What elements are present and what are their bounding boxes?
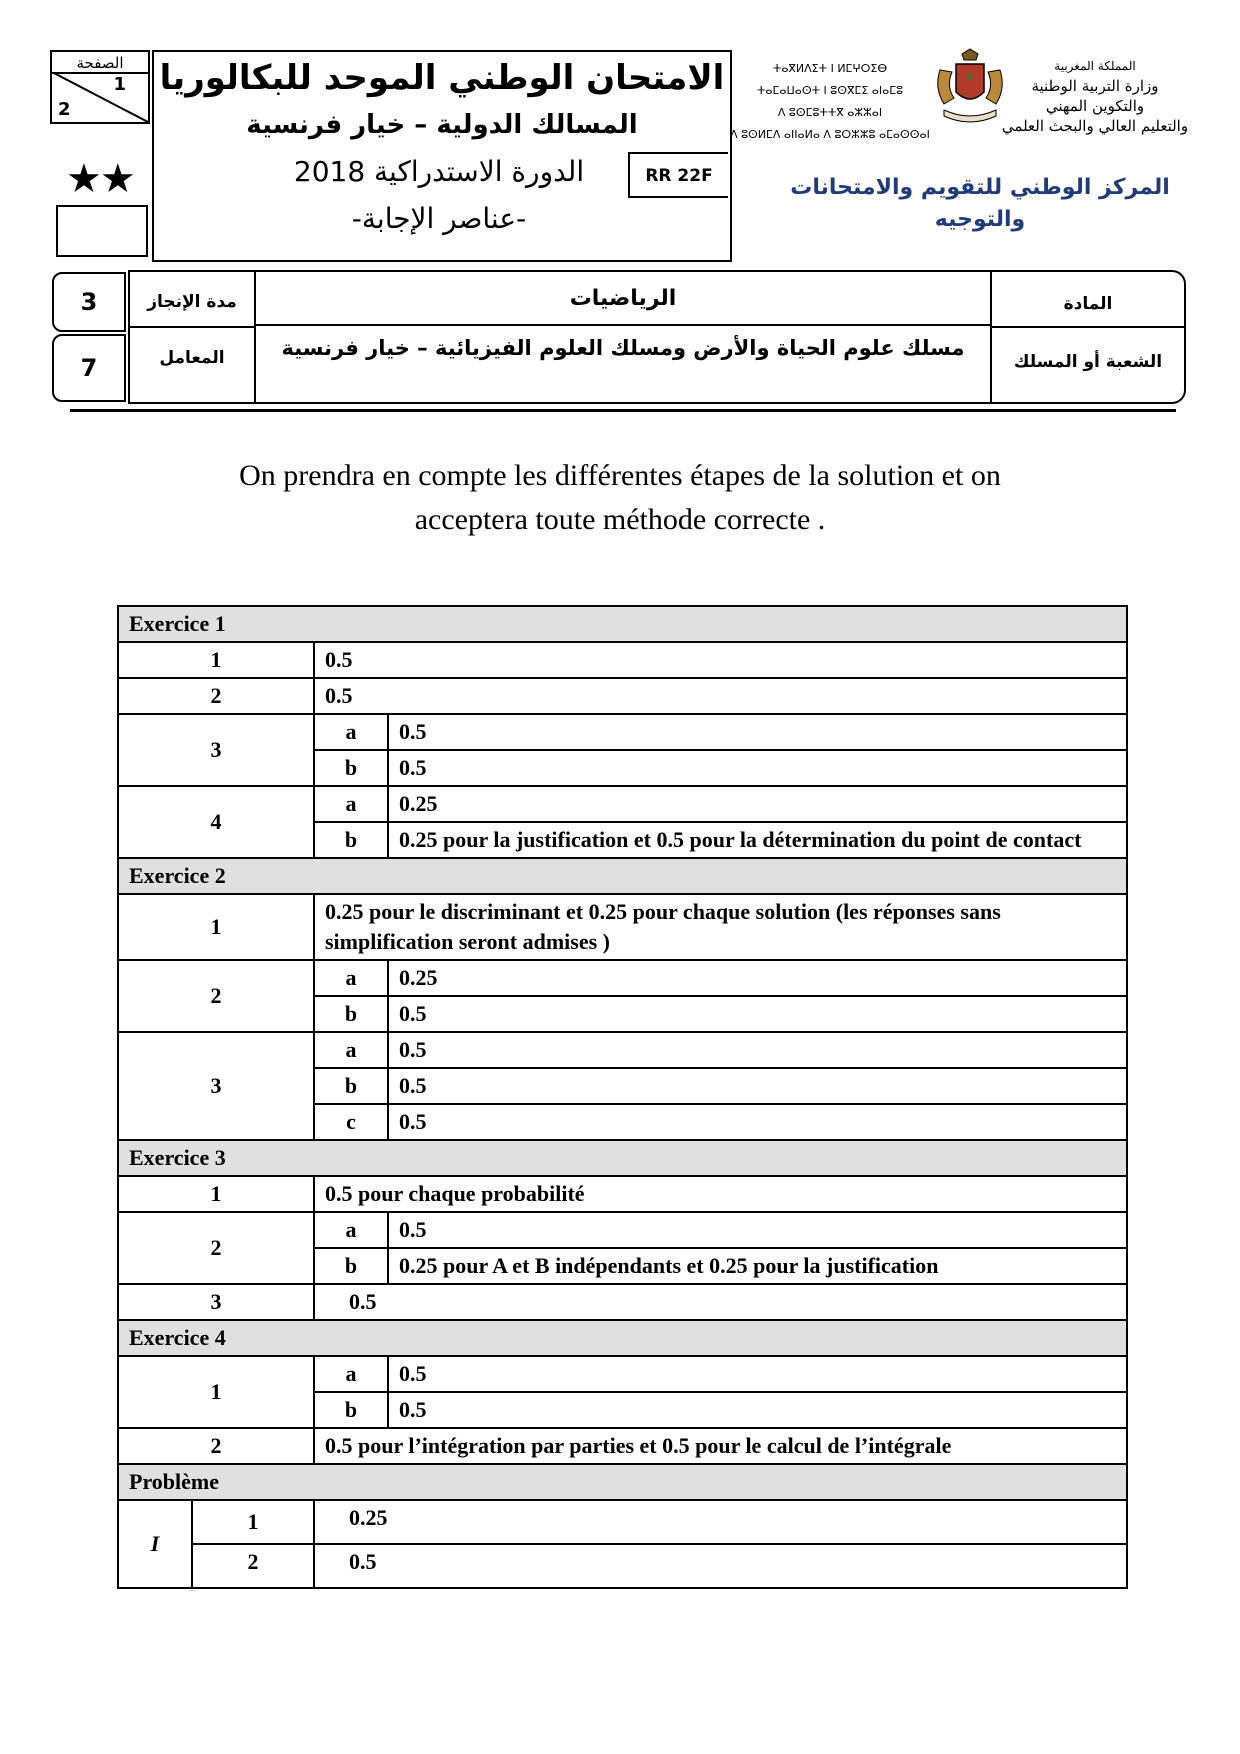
page-number-box — [50, 50, 150, 124]
ministry-line: والتعليم العالي والبحث العلمي — [1001, 117, 1189, 135]
question-number: 2 — [118, 1212, 314, 1284]
blank-box — [56, 205, 148, 257]
center-line: المركز الوطني للتقويم والامتحانات — [790, 175, 1170, 200]
points: 0.5 — [388, 1212, 1127, 1248]
sub-question: b — [314, 822, 388, 858]
question-number: 3 — [118, 1032, 314, 1140]
exam-title: الامتحان الوطني الموحد للبكالوريا — [159, 58, 725, 98]
question-number: 3 — [118, 1284, 314, 1320]
points: 0.25 pour la justification et 0.5 pour la détermination du point de contact — [388, 822, 1127, 858]
sub-question: a — [314, 1356, 388, 1392]
points: 0.25 — [314, 1500, 1127, 1544]
grading-table — [117, 605, 1128, 1589]
sub-question: b — [314, 1392, 388, 1428]
tifinagh-header — [730, 58, 930, 146]
sub-question: a — [314, 714, 388, 750]
duration-label: مدة الإنجاز — [147, 292, 237, 312]
page-total: 2 — [58, 99, 71, 120]
exercise-header: Exercice 1 — [118, 606, 1127, 642]
right-labels-cell — [990, 270, 1186, 404]
subject-value: الرياضيات — [569, 286, 677, 311]
question-number: 1 — [192, 1500, 314, 1544]
table-row — [118, 786, 1127, 822]
question-number: 2 — [192, 1544, 314, 1588]
coef-value-cell — [52, 334, 126, 402]
tifinagh-line: ⴷ ⵓⵙⵎⵓⵜⵜⴳ ⴰⵣⵣⴰⵏ — [777, 106, 883, 119]
track-label: الشعبة أو المسلك — [1013, 352, 1163, 372]
duration-value-cell — [52, 272, 126, 332]
question-number: 4 — [118, 786, 314, 858]
points: 0.5 pour chaque probabilité — [314, 1176, 1127, 1212]
points: 0.25 — [388, 786, 1127, 822]
table-row — [118, 1356, 1127, 1392]
exam-track-title: المسالك الدولية – خيار فرنسية — [246, 110, 638, 140]
ministry-name — [1000, 56, 1190, 136]
exercise-header: Exercice 2 — [118, 858, 1127, 894]
question-number: 1 — [118, 1176, 314, 1212]
sub-question: c — [314, 1104, 388, 1140]
table-row — [118, 1428, 1127, 1464]
question-number: 1 — [118, 642, 314, 678]
ministry-line: وزارة التربية الوطنية — [1031, 77, 1159, 95]
coef-value: 7 — [80, 354, 98, 382]
points: 0.25 pour A et B indépendants et 0.25 pour la justification — [388, 1248, 1127, 1284]
exercise-header: Exercice 3 — [118, 1140, 1127, 1176]
points: 0.5 — [314, 642, 1127, 678]
points: 0.5 — [314, 1544, 1127, 1588]
tifinagh-line: ⴷ ⵓⵙⵍⵎⴷ ⴰⵏⵏⴰⵍⴰ ⴷ ⵓⵔⵣⵣⵓ ⴰⵎⴰⵙⵙⴰⵏ — [730, 128, 930, 141]
ministry-line: والتكوين المهني — [1045, 97, 1145, 115]
duration-value: 3 — [80, 288, 98, 316]
exam-session: الدورة الاستدراكية 2018 — [293, 155, 585, 188]
table-row — [118, 1212, 1127, 1248]
question-number: 3 — [118, 714, 314, 786]
tifinagh-line: ⵜⴰⴳⵍⴷⵉⵜ ⵏ ⵍⵎⵖⵔⵉⴱ — [772, 62, 888, 75]
page-number: 1 — [113, 74, 126, 95]
points: 0.5 — [388, 1068, 1127, 1104]
points: 0.5 — [388, 996, 1127, 1032]
question-number: 1 — [118, 1356, 314, 1428]
points: 0.5 — [388, 1104, 1127, 1140]
points: 0.5 — [388, 1392, 1127, 1428]
table-row — [118, 960, 1127, 996]
points: 0.5 — [314, 1284, 1127, 1320]
points: 0.5 — [314, 678, 1127, 714]
subject-label: المادة — [1063, 294, 1113, 314]
points: 0.5 — [388, 1356, 1127, 1392]
exam-title-box — [152, 50, 732, 262]
table-row — [118, 714, 1127, 750]
tifinagh-line: ⵜⴰⵎⴰⵡⴰⵙⵜ ⵏ ⵓⵙⴳⵎⵉ ⴰⵏⴰⵎⵓ — [756, 84, 904, 97]
coat-of-arms-emblem — [930, 48, 1010, 126]
sub-question: a — [314, 1212, 388, 1248]
intro-line: acceptera toute méthode correcte . — [414, 503, 826, 536]
sub-question: b — [314, 996, 388, 1032]
points: 0.25 pour le discriminant et 0.25 pour chaque solution (les réponses sans simplification seront admises ) — [314, 894, 1127, 960]
coef-label: المعامل — [159, 348, 225, 368]
header-divider — [70, 409, 1176, 412]
table-row — [118, 678, 1127, 714]
sub-question: a — [314, 960, 388, 996]
sub-question: a — [314, 1032, 388, 1068]
track-value: مسلك علوم الحياة والأرض ومسلك العلوم الفيزيائية – خيار فرنسية — [281, 336, 965, 360]
part-number: I — [118, 1500, 192, 1588]
sub-question: a — [314, 786, 388, 822]
labels-cell — [128, 270, 256, 404]
table-row — [118, 1176, 1127, 1212]
sub-question: b — [314, 1068, 388, 1104]
stars-rating: ★★ — [66, 156, 134, 202]
intro-line: On prendra en compte les différentes étapes de la solution et on — [239, 459, 1001, 492]
exercise-header: Problème — [118, 1464, 1127, 1500]
intro-text — [180, 454, 1060, 542]
subject-info-cell — [254, 270, 992, 404]
points: 0.5 pour l’intégration par parties et 0.5 pour le calcul de l’intégrale — [314, 1428, 1127, 1464]
table-row — [118, 1032, 1127, 1068]
question-number: 1 — [118, 894, 314, 960]
sub-question: b — [314, 1248, 388, 1284]
table-row — [118, 1500, 1127, 1544]
answer-elements-title: -عناصر الإجابة- — [351, 202, 527, 235]
points: 0.5 — [388, 714, 1127, 750]
table-row — [118, 1544, 1127, 1588]
exam-code: RR 22F — [628, 152, 728, 198]
question-number: 2 — [118, 678, 314, 714]
points: 0.5 — [388, 750, 1127, 786]
table-row — [118, 642, 1127, 678]
exercise-header: Exercice 4 — [118, 1320, 1127, 1356]
question-number: 2 — [118, 960, 314, 1032]
points: 0.5 — [388, 1032, 1127, 1068]
exam-center-name — [780, 172, 1180, 236]
center-line: والتوجيه — [934, 207, 1026, 232]
table-row — [118, 894, 1127, 960]
sub-question: b — [314, 750, 388, 786]
ministry-line: المملكة المغربية — [1054, 59, 1136, 73]
question-number: 2 — [118, 1428, 314, 1464]
points: 0.25 — [388, 960, 1127, 996]
table-row — [118, 1284, 1127, 1320]
page-label: الصفحة — [76, 54, 124, 72]
